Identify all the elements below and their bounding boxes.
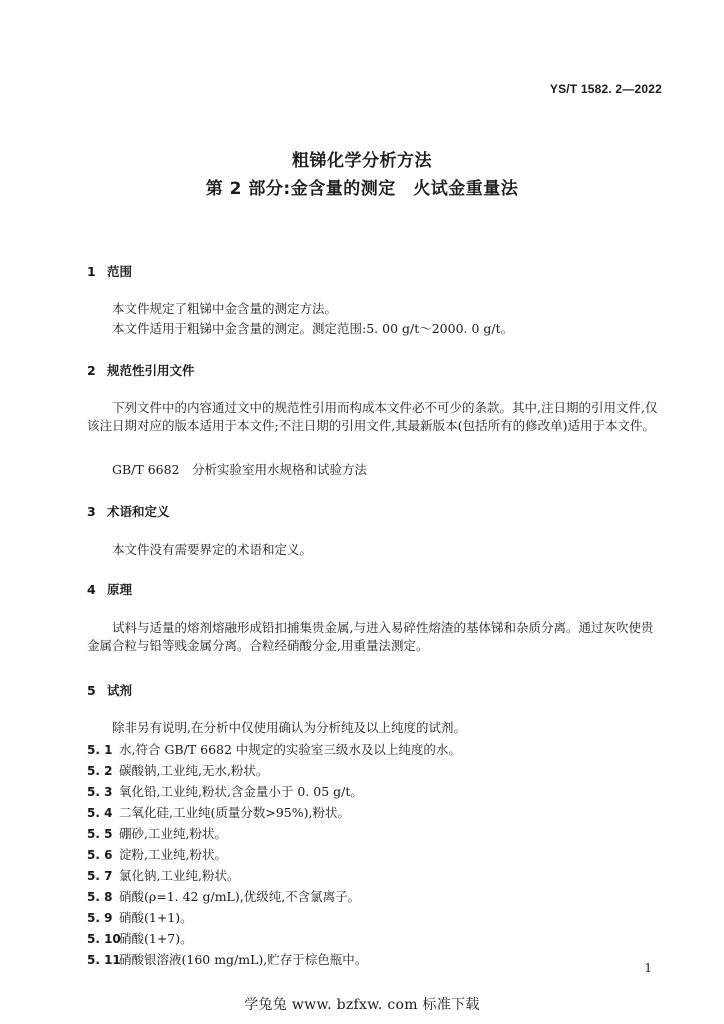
- reagent-number: 5. 11: [87, 953, 121, 967]
- section-title: 术语和定义: [107, 504, 170, 519]
- reagent-item: [87, 740, 461, 758]
- reagent-item: [87, 887, 360, 905]
- reagent-number: 5. 8: [87, 890, 113, 904]
- reagent-text: 硝酸(1+1)。: [119, 910, 193, 925]
- section-number: 3: [87, 504, 96, 519]
- section-title: 试剂: [107, 683, 133, 698]
- section-4-heading: [87, 580, 132, 598]
- section-5-intro: 除非另有说明,在分析中仅使用确认为分析纯及以上纯度的试剂。: [112, 720, 466, 735]
- reagent-item: [87, 761, 268, 779]
- standard-code: YS/T 1582. 2—2022: [549, 82, 662, 96]
- section-5-heading: [87, 681, 132, 699]
- section-title: 规范性引用文件: [107, 363, 195, 378]
- reagent-item: [87, 866, 239, 884]
- reagent-item: [87, 929, 193, 947]
- reagent-number: 5. 10: [87, 932, 121, 946]
- reagent-text: 硝酸银溶液(160 mg/mL),贮存于棕色瓶中。: [119, 952, 368, 967]
- reagent-number: 5. 9: [87, 911, 113, 925]
- section-1-heading: [87, 262, 132, 280]
- section-1-paragraph-2: 本文件适用于粗锑中金含量的测定。测定范围:5. 00 g/t～2000. 0 g/t。: [112, 321, 514, 336]
- document-title-line1: 粗锑化学分析方法: [292, 151, 432, 171]
- section-number: 5: [87, 683, 96, 698]
- section-4-paragraph-1: 试料与适量的熔剂熔融形成铅扣捕集贵金属,与进入易碎性熔渣的基体锑和杂质分离。通过灰吹使贵金属合粒与铅等贱金属分离。合粒经硝酸分金,用重量法测定。: [87, 620, 654, 653]
- section-number: 1: [87, 264, 96, 279]
- reagent-text: 碳酸钠,工业纯,无水,粉状。: [119, 763, 269, 778]
- reagent-number: 5. 3: [87, 785, 113, 799]
- section-number: 4: [87, 582, 96, 597]
- reagent-item: [87, 950, 367, 968]
- reagent-number: 5. 4: [87, 806, 113, 820]
- document-title-line2: 第 2 部分:金含量的测定 火试金重量法: [205, 179, 519, 199]
- reagent-number: 5. 6: [87, 848, 113, 862]
- reagent-number: 5. 5: [87, 827, 113, 841]
- reagent-item: [87, 782, 363, 800]
- section-2-heading: [87, 361, 195, 379]
- section-2-paragraph-1: 下列文件中的内容通过文中的规范性引用而构成本文件必不可少的条款。其中,注日期的引用文件,仅该注日期对应的版本适用于本文件;不注日期的引用文件,其最新版本(包括所有的修改单)适用于本文件。: [87, 400, 658, 433]
- reagent-item: [87, 845, 227, 863]
- section-title: 范围: [107, 264, 133, 279]
- page-number: 1: [644, 961, 652, 975]
- section-3-paragraph-1: 本文件没有需要界定的术语和定义。: [112, 542, 313, 557]
- reagent-text: 硝酸(ρ=1. 42 g/mL),优级纯,不含氯离子。: [119, 889, 361, 904]
- reagent-text: 硝酸(1+7)。: [119, 931, 193, 946]
- reagent-number: 5. 2: [87, 764, 113, 778]
- reagent-text: 氧化铅,工业纯,粉状,含金量小于 0. 05 g/t。: [119, 784, 363, 799]
- footer-watermark: 学兔兔 www. bzfxw. com 标准下载: [244, 997, 480, 1013]
- reagent-text: 氯化钠,工业纯,粉状。: [119, 868, 240, 883]
- section-1-paragraph-1: 本文件规定了粗锑中金含量的测定方法。: [112, 301, 338, 316]
- reagent-item: [87, 803, 350, 821]
- reagent-text: 二氧化硅,工业纯(质量分数>95%),粉状。: [119, 805, 350, 820]
- reagent-number: 5. 1: [87, 743, 113, 757]
- section-number: 2: [87, 363, 96, 378]
- section-title: 原理: [107, 582, 133, 597]
- reagent-item: [87, 908, 193, 926]
- reagent-item: [87, 824, 227, 842]
- normative-reference: GB/T 6682 分析实验室用水规格和试验方法: [112, 462, 368, 477]
- reagent-text: 水,符合 GB/T 6682 中规定的实验室三级水及以上纯度的水。: [119, 742, 461, 757]
- reagent-text: 硼砂,工业纯,粉状。: [119, 826, 227, 841]
- reagent-number: 5. 7: [87, 869, 113, 883]
- reagent-text: 淀粉,工业纯,粉状。: [119, 847, 227, 862]
- section-3-heading: [87, 502, 170, 520]
